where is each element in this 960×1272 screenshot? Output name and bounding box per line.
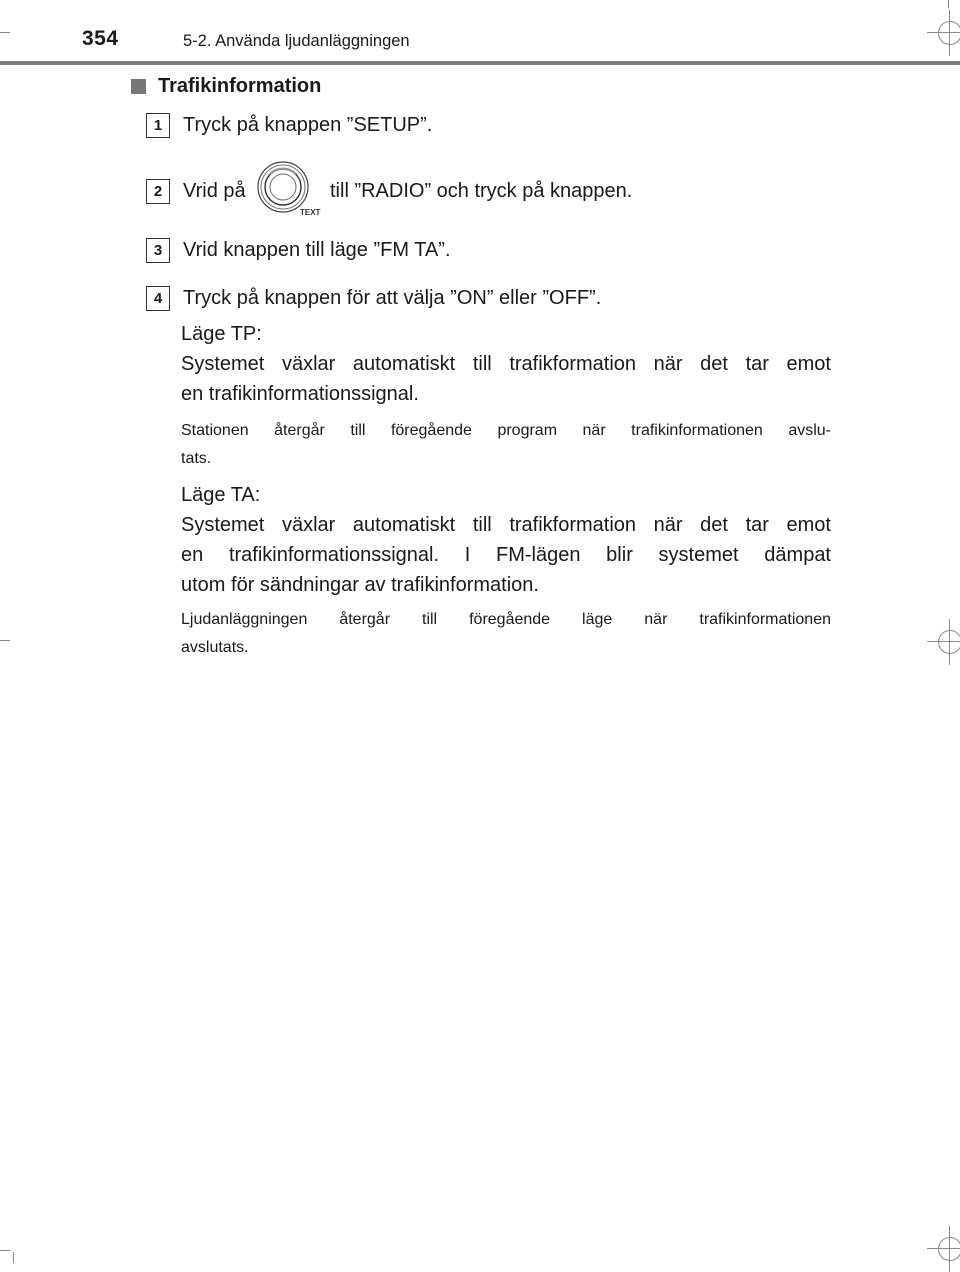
tp-mode-line: Systemet växlar automatiskt till trafikformation när det tar emot [181, 353, 831, 375]
step-number-box: 3 [146, 238, 170, 263]
step-number-box: 2 [146, 179, 170, 204]
tune-knob-icon [257, 160, 323, 218]
step-text-before: Vrid på [183, 180, 246, 202]
section-heading: Trafikinformation [158, 75, 322, 97]
tp-mode-title: Läge TP: [181, 323, 262, 345]
ta-note-line: avslutats. [181, 639, 249, 656]
section-square-icon [131, 79, 146, 94]
step-text: Tryck på knappen ”SETUP”. [183, 114, 433, 136]
crop-mark [13, 1252, 14, 1263]
crop-mark [0, 640, 10, 641]
tp-mode-note [181, 417, 831, 473]
ta-mode-line: en trafikinformationssignal. I FM-lägen blir systemet dämpat [181, 544, 831, 566]
step-number-box: 4 [146, 286, 170, 311]
ta-mode-title: Läge TA: [181, 484, 261, 506]
tp-note-line: Stationen återgår till föregående program när trafikinformationen avslu- [181, 422, 831, 439]
ta-mode-note [181, 606, 831, 662]
registration-mark-icon [938, 1237, 960, 1261]
ta-note-line: Ljudanläggningen återgår till föregående läge när trafikinformationen [181, 611, 831, 628]
tp-mode-line: en trafikinformationssignal. [181, 383, 419, 405]
ta-mode-line: utom för sändningar av trafikinformation. [181, 574, 539, 596]
knob-label: TEXT [300, 208, 321, 217]
step-number-box: 1 [146, 113, 170, 138]
ta-mode-block [181, 480, 831, 600]
crop-mark [948, 0, 949, 8]
registration-mark-icon [938, 21, 960, 45]
step-text: Tryck på knappen för att välja ”ON” eller ”OFF”. [183, 287, 602, 309]
step-text-after: till ”RADIO” och tryck på knappen. [330, 180, 633, 202]
step-text: Vrid knappen till läge ”FM TA”. [183, 239, 451, 261]
chapter-title: 5-2. Använda ljudanläggningen [183, 32, 410, 50]
ta-mode-line: Systemet växlar automatiskt till trafikformation när det tar emot [181, 514, 831, 536]
tp-note-line: tats. [181, 450, 212, 467]
header-rule [0, 61, 960, 65]
page-number: 354 [82, 27, 119, 50]
tp-mode-block [181, 319, 831, 409]
crop-mark [0, 1250, 10, 1251]
crop-mark [0, 32, 10, 33]
registration-mark-icon [938, 630, 960, 654]
